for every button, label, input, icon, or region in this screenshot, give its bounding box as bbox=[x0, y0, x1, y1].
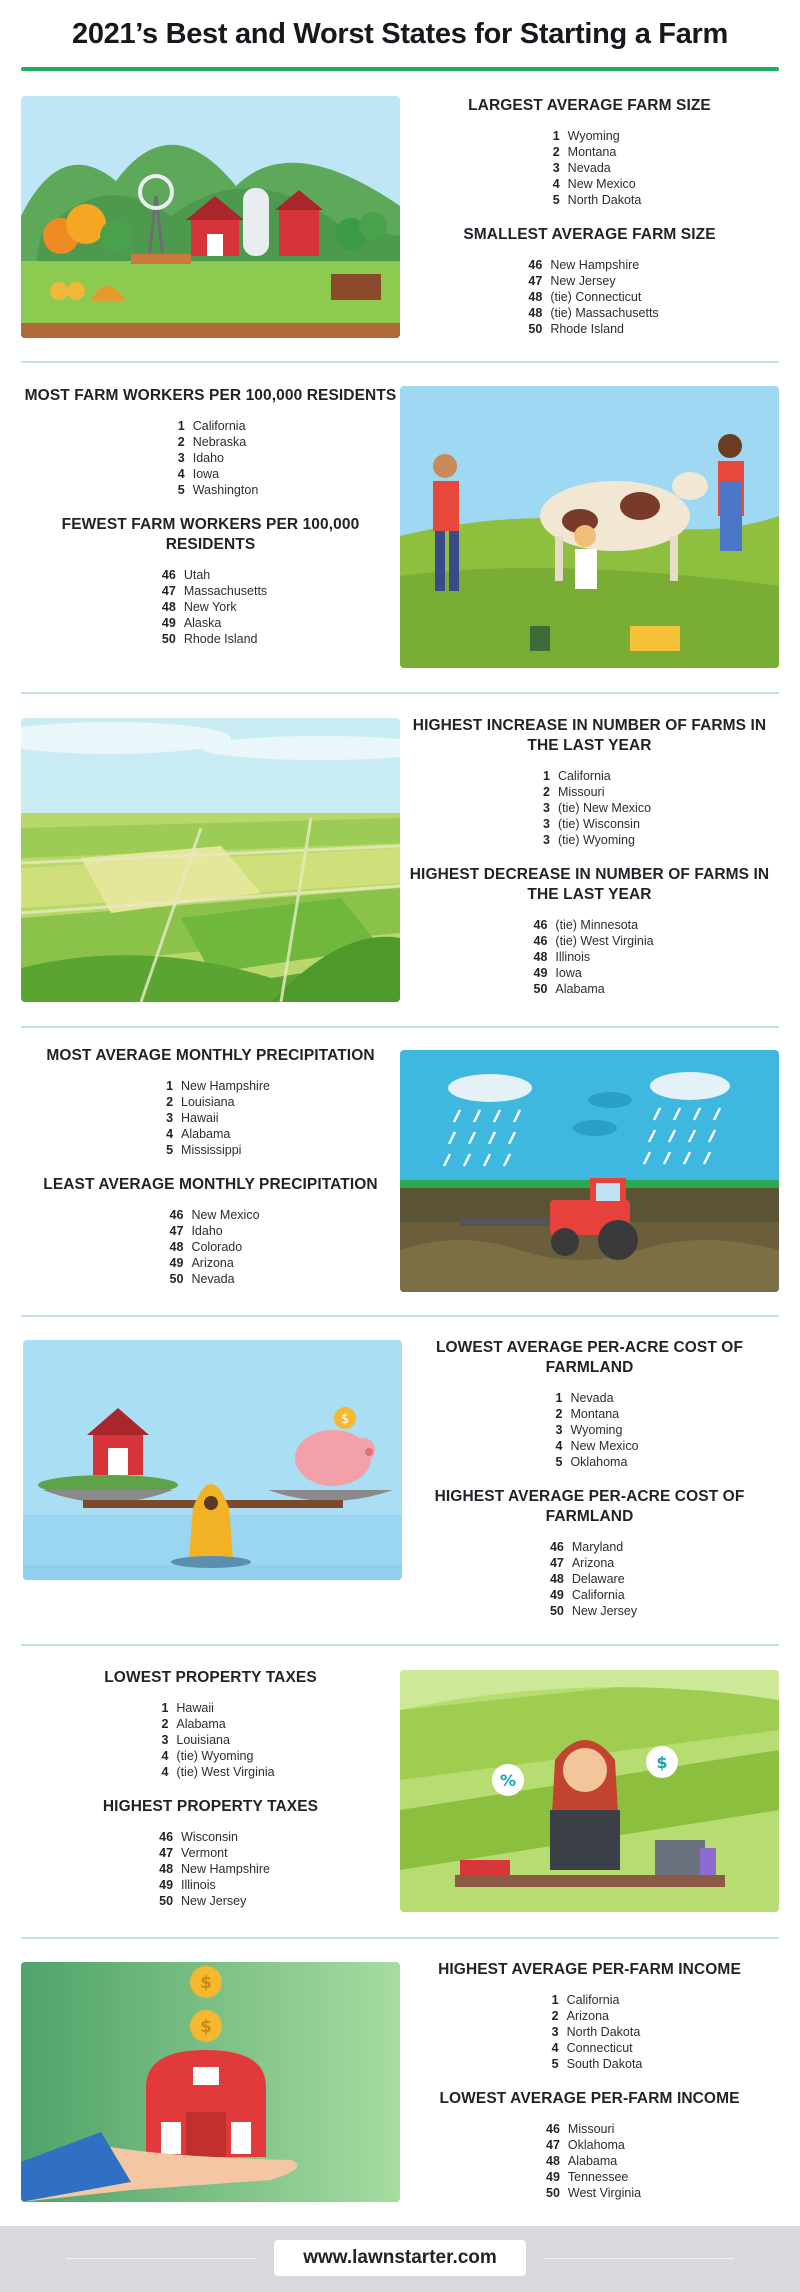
farm-landscape-illustration bbox=[21, 96, 400, 338]
state-name: Mississippi bbox=[181, 1143, 242, 1157]
ranking-row bbox=[525, 981, 653, 997]
ranking-row bbox=[537, 2040, 643, 2056]
ranking-list bbox=[154, 567, 267, 647]
rank-number: 4 bbox=[551, 2041, 559, 2055]
farm-size-lists bbox=[400, 96, 779, 338]
rank-number: 46 bbox=[528, 258, 543, 272]
state-name: West Virginia bbox=[567, 2186, 642, 2200]
farmland-cost-lists bbox=[400, 1338, 779, 1620]
state-name: (tie) Wyoming bbox=[557, 833, 635, 847]
ranking-row bbox=[520, 321, 658, 337]
state-name: Utah bbox=[183, 568, 211, 582]
title-divider bbox=[21, 67, 779, 71]
rank-number: 47 bbox=[528, 274, 543, 288]
rank-number: 49 bbox=[159, 1878, 174, 1892]
rank-number: 4 bbox=[161, 1749, 169, 1763]
ranking-row bbox=[542, 1571, 637, 1587]
rank-number: 50 bbox=[533, 982, 548, 996]
footer-rule-left bbox=[66, 2258, 256, 2259]
dollar-icon bbox=[646, 1746, 678, 1778]
footer-website-link[interactable]: www.lawnstarter.com bbox=[274, 2240, 526, 2276]
rank-number: 3 bbox=[552, 161, 560, 175]
rank-number: 1 bbox=[551, 1993, 559, 2007]
ranking-row bbox=[538, 2169, 641, 2185]
state-name: South Dakota bbox=[566, 2057, 643, 2071]
state-name: Hawaii bbox=[176, 1701, 214, 1715]
rank-number: 3 bbox=[177, 451, 185, 465]
ranking-list bbox=[163, 418, 259, 498]
ranking-heading: HIGHEST INCREASE IN NUMBER OF FARMS IN THE LAST YEAR bbox=[412, 717, 767, 754]
svg-text:$: $ bbox=[200, 1973, 212, 1993]
scale-barn-pig-illustration bbox=[23, 1340, 402, 1580]
ranking-row bbox=[161, 1223, 259, 1239]
state-name: New Hampshire bbox=[181, 1079, 270, 1093]
rank-number: 1 bbox=[177, 419, 185, 433]
rank-number: 47 bbox=[549, 1556, 564, 1570]
rank-number: 2 bbox=[555, 1407, 563, 1421]
rank-number: 5 bbox=[166, 1143, 174, 1157]
svg-text:$: $ bbox=[656, 1753, 668, 1772]
ranking-row bbox=[146, 1700, 274, 1716]
ranking-list bbox=[525, 917, 653, 997]
ranking-heading: LOWEST AVERAGE PER-ACRE COST OF FARMLAND bbox=[435, 1339, 744, 1376]
state-name: Tennessee bbox=[567, 2170, 629, 2184]
ranking-block-highest-cost bbox=[400, 1487, 779, 1620]
ranking-row bbox=[540, 1422, 638, 1438]
rank-number: 2 bbox=[161, 1717, 169, 1731]
rain-tractor-illustration bbox=[400, 1050, 779, 1292]
state-name: Idaho bbox=[192, 451, 224, 465]
ranking-row bbox=[163, 434, 259, 450]
state-name: Oklahoma bbox=[570, 1455, 628, 1469]
barn-icon bbox=[146, 2050, 266, 2157]
state-name: Alabama bbox=[567, 2154, 618, 2168]
rank-number: 4 bbox=[552, 177, 560, 191]
rank-number: 46 bbox=[161, 568, 176, 582]
ranking-row bbox=[520, 305, 658, 321]
rank-number: 49 bbox=[533, 966, 548, 980]
ranking-row bbox=[528, 800, 651, 816]
state-name: Rhode Island bbox=[550, 322, 624, 336]
ranking-heading: LOWEST PROPERTY TAXES bbox=[104, 1669, 317, 1686]
state-name: Iowa bbox=[192, 467, 220, 481]
state-name: Hawaii bbox=[181, 1111, 219, 1125]
ranking-row bbox=[154, 567, 267, 583]
rank-number: 50 bbox=[169, 1272, 184, 1286]
rank-number: 50 bbox=[528, 322, 543, 336]
rank-number: 2 bbox=[543, 785, 550, 799]
rank-number: 2 bbox=[177, 435, 185, 449]
rank-number: 49 bbox=[161, 616, 176, 630]
ranking-list bbox=[538, 2121, 641, 2201]
state-name: Alaska bbox=[183, 616, 222, 630]
ranking-row bbox=[528, 768, 651, 784]
ranking-block-highest-income bbox=[400, 1960, 779, 2073]
ranking-list bbox=[151, 1829, 270, 1909]
ranking-row bbox=[537, 2008, 643, 2024]
ranking-row bbox=[151, 1110, 270, 1126]
ranking-heading: LARGEST AVERAGE FARM SIZE bbox=[468, 97, 711, 114]
state-name: (tie) Connecticut bbox=[550, 290, 642, 304]
ranking-list bbox=[538, 128, 642, 208]
state-name: Massachusetts bbox=[183, 584, 268, 598]
ranking-row bbox=[528, 816, 651, 832]
rank-number: 4 bbox=[177, 467, 185, 481]
rank-number: 48 bbox=[528, 306, 543, 320]
state-name: New York bbox=[183, 600, 237, 614]
ranking-row bbox=[151, 1861, 270, 1877]
state-name: New Hampshire bbox=[550, 258, 640, 272]
property-taxes-lists bbox=[21, 1668, 400, 1910]
state-name: New Jersey bbox=[550, 274, 616, 288]
footer-rule-right bbox=[544, 2258, 734, 2259]
rank-number: 46 bbox=[169, 1208, 184, 1222]
page-title: 2021’s Best and Worst States for Starting a Farm bbox=[71, 18, 729, 50]
state-name: Wyoming bbox=[567, 129, 620, 143]
rank-number: 4 bbox=[161, 1765, 169, 1779]
state-name: Alabama bbox=[176, 1717, 226, 1731]
ranking-row bbox=[528, 832, 651, 848]
state-name: Louisiana bbox=[176, 1733, 230, 1747]
barn-in-hand-illustration bbox=[21, 1962, 400, 2202]
section-divider bbox=[21, 361, 779, 363]
state-name: North Dakota bbox=[567, 193, 642, 207]
ranking-list bbox=[151, 1078, 270, 1158]
state-name: Connecticut bbox=[566, 2041, 633, 2055]
state-name: New Jersey bbox=[181, 1894, 247, 1908]
state-name: Vermont bbox=[181, 1846, 228, 1860]
coin-icon bbox=[334, 1407, 356, 1429]
rank-number: 49 bbox=[169, 1256, 184, 1270]
ranking-heading: MOST AVERAGE MONTHLY PRECIPITATION bbox=[46, 1047, 375, 1064]
ranking-row bbox=[540, 1406, 638, 1422]
state-name: Arizona bbox=[191, 1256, 234, 1270]
ranking-heading: LOWEST AVERAGE PER-FARM INCOME bbox=[439, 2090, 740, 2107]
farm-income-lists bbox=[400, 1960, 779, 2202]
state-name: California bbox=[192, 419, 246, 433]
state-name: Illinois bbox=[181, 1878, 216, 1892]
state-name: California bbox=[566, 1993, 620, 2007]
ranking-row bbox=[151, 1893, 270, 1909]
farm-count-lists bbox=[400, 716, 779, 998]
state-name: Alabama bbox=[181, 1127, 231, 1141]
svg-text:$: $ bbox=[200, 2017, 212, 2037]
rank-number: 46 bbox=[549, 1540, 564, 1554]
state-name: Nevada bbox=[570, 1391, 614, 1405]
state-name: Illinois bbox=[555, 950, 591, 964]
ranking-row bbox=[538, 2185, 641, 2201]
ranking-row bbox=[154, 583, 267, 599]
rank-number: 48 bbox=[546, 2154, 560, 2168]
ranking-row bbox=[538, 2153, 641, 2169]
rank-number: 47 bbox=[161, 584, 176, 598]
ranking-row bbox=[161, 1207, 259, 1223]
section-divider bbox=[21, 1315, 779, 1317]
state-name: (tie) Wyoming bbox=[176, 1749, 254, 1763]
state-name: (tie) Wisconsin bbox=[557, 817, 640, 831]
ranking-row bbox=[528, 784, 651, 800]
section-divider bbox=[21, 1644, 779, 1646]
ranking-row bbox=[538, 192, 642, 208]
ranking-row bbox=[151, 1845, 270, 1861]
state-name: Missouri bbox=[557, 785, 605, 799]
ranking-row bbox=[163, 482, 259, 498]
ranking-block-highest-decrease bbox=[400, 865, 779, 998]
state-name: New Jersey bbox=[571, 1604, 638, 1618]
rank-number: 3 bbox=[543, 817, 550, 831]
ranking-block-largest-farm-size bbox=[400, 96, 779, 209]
state-name: Nevada bbox=[567, 161, 611, 175]
rank-number: 3 bbox=[166, 1111, 174, 1125]
ranking-row bbox=[151, 1877, 270, 1893]
ranking-row bbox=[154, 599, 267, 615]
ranking-heading: FEWEST FARM WORKERS PER 100,000 RESIDENTS bbox=[61, 516, 360, 553]
state-name: Idaho bbox=[191, 1224, 223, 1238]
rank-number: 5 bbox=[551, 2057, 559, 2071]
percent-icon bbox=[492, 1764, 524, 1796]
rank-number: 50 bbox=[546, 2186, 560, 2200]
rank-number: 48 bbox=[533, 950, 548, 964]
state-name: Montana bbox=[570, 1407, 620, 1421]
ranking-heading: HIGHEST AVERAGE PER-FARM INCOME bbox=[438, 1961, 741, 1978]
ranking-list bbox=[540, 1390, 638, 1470]
rank-number: 2 bbox=[551, 2009, 559, 2023]
rank-number: 2 bbox=[166, 1095, 174, 1109]
ranking-list bbox=[542, 1539, 637, 1619]
ranking-row bbox=[520, 289, 658, 305]
svg-text:%: % bbox=[499, 1771, 517, 1790]
ranking-row bbox=[520, 273, 658, 289]
ranking-block-least-precipitation bbox=[21, 1175, 400, 1288]
ranking-row bbox=[146, 1764, 274, 1780]
ranking-row bbox=[525, 917, 653, 933]
rank-number: 1 bbox=[552, 129, 560, 143]
rank-number: 1 bbox=[166, 1079, 174, 1093]
farm-workers-lists bbox=[21, 386, 400, 648]
state-name: Missouri bbox=[567, 2122, 615, 2136]
ranking-row bbox=[163, 466, 259, 482]
state-name: Iowa bbox=[555, 966, 582, 980]
footer-bar bbox=[0, 2226, 800, 2292]
rank-number: 3 bbox=[543, 833, 550, 847]
ranking-list bbox=[161, 1207, 259, 1287]
rank-number: 47 bbox=[159, 1846, 174, 1860]
section-divider bbox=[21, 1026, 779, 1028]
rank-number: 3 bbox=[161, 1733, 169, 1747]
section-divider bbox=[21, 1937, 779, 1939]
ranking-row bbox=[146, 1716, 274, 1732]
farm-workers-illustration bbox=[400, 386, 779, 668]
ranking-row bbox=[540, 1390, 638, 1406]
state-name: (tie) West Virginia bbox=[176, 1765, 275, 1779]
ranking-block-lowest-income bbox=[400, 2089, 779, 2202]
state-name: New Mexico bbox=[567, 177, 636, 191]
rank-number: 48 bbox=[159, 1862, 174, 1876]
state-name: Nebraska bbox=[192, 435, 247, 449]
ranking-row bbox=[537, 1992, 643, 2008]
ranking-row bbox=[542, 1539, 637, 1555]
rank-number: 1 bbox=[543, 769, 550, 783]
state-name: (tie) Minnesota bbox=[555, 918, 639, 932]
ranking-row bbox=[151, 1142, 270, 1158]
ranking-row bbox=[151, 1078, 270, 1094]
ranking-list bbox=[528, 768, 651, 848]
ranking-block-fewest-farm-workers bbox=[21, 515, 400, 648]
ranking-row bbox=[146, 1732, 274, 1748]
state-name: North Dakota bbox=[566, 2025, 641, 2039]
rank-number: 48 bbox=[161, 600, 176, 614]
state-name: Maryland bbox=[571, 1540, 624, 1554]
state-name: (tie) New Mexico bbox=[557, 801, 652, 815]
state-name: Colorado bbox=[191, 1240, 243, 1254]
rank-number: 3 bbox=[551, 2025, 559, 2039]
ranking-row bbox=[525, 965, 653, 981]
rank-number: 47 bbox=[546, 2138, 560, 2152]
rank-number: 46 bbox=[159, 1830, 174, 1844]
ranking-heading: HIGHEST AVERAGE PER-ACRE COST OF FARMLAND bbox=[434, 1488, 745, 1525]
ranking-row bbox=[538, 160, 642, 176]
ranking-heading: HIGHEST PROPERTY TAXES bbox=[102, 1798, 319, 1815]
rank-number: 2 bbox=[552, 145, 560, 159]
ranking-row bbox=[151, 1094, 270, 1110]
rank-number: 48 bbox=[528, 290, 543, 304]
ranking-row bbox=[163, 418, 259, 434]
ranking-heading: MOST FARM WORKERS PER 100,000 RESIDENTS bbox=[24, 387, 397, 404]
ranking-block-most-farm-workers bbox=[21, 386, 400, 499]
state-name: New Mexico bbox=[570, 1439, 639, 1453]
rank-number: 50 bbox=[549, 1604, 564, 1618]
state-name: Nevada bbox=[191, 1272, 235, 1286]
ranking-row bbox=[538, 128, 642, 144]
section-divider bbox=[21, 692, 779, 694]
ranking-heading: SMALLEST AVERAGE FARM SIZE bbox=[463, 226, 716, 243]
precipitation-lists bbox=[21, 1046, 400, 1288]
ranking-row bbox=[154, 615, 267, 631]
rank-number: 49 bbox=[546, 2170, 560, 2184]
ranking-list bbox=[537, 1992, 643, 2072]
rank-number: 50 bbox=[159, 1894, 174, 1908]
ranking-row bbox=[537, 2056, 643, 2072]
ranking-block-lowest-taxes bbox=[21, 1668, 400, 1781]
rank-number: 5 bbox=[177, 483, 185, 497]
ranking-row bbox=[538, 176, 642, 192]
state-name: California bbox=[571, 1588, 625, 1602]
ranking-row bbox=[525, 949, 653, 965]
rank-number: 46 bbox=[546, 2122, 560, 2136]
state-name: California bbox=[557, 769, 611, 783]
rank-number: 50 bbox=[161, 632, 176, 646]
rank-number: 46 bbox=[533, 918, 548, 932]
state-name: Alabama bbox=[555, 982, 605, 996]
ranking-heading: LEAST AVERAGE MONTHLY PRECIPITATION bbox=[43, 1176, 378, 1193]
rank-number: 47 bbox=[169, 1224, 184, 1238]
state-name: Wisconsin bbox=[181, 1830, 238, 1844]
rank-number: 1 bbox=[161, 1701, 169, 1715]
ranking-row bbox=[540, 1438, 638, 1454]
state-name: Rhode Island bbox=[183, 632, 258, 646]
rank-number: 3 bbox=[555, 1423, 563, 1437]
rank-number: 46 bbox=[533, 934, 548, 948]
ranking-heading: HIGHEST DECREASE IN NUMBER OF FARMS IN THE LAST YEAR bbox=[409, 866, 770, 903]
ranking-block-highest-taxes bbox=[21, 1797, 400, 1910]
ranking-row bbox=[161, 1255, 259, 1271]
rank-number: 5 bbox=[555, 1455, 563, 1469]
rank-number: 3 bbox=[543, 801, 550, 815]
svg-text:$: $ bbox=[340, 1412, 350, 1427]
ranking-row bbox=[146, 1748, 274, 1764]
state-name: Montana bbox=[567, 145, 617, 159]
ranking-row bbox=[520, 257, 658, 273]
state-name: (tie) Massachusetts bbox=[550, 306, 659, 320]
fields-landscape-illustration bbox=[21, 718, 400, 1002]
ranking-row bbox=[538, 144, 642, 160]
ranking-row bbox=[154, 631, 267, 647]
rank-number: 4 bbox=[166, 1127, 174, 1141]
rank-number: 5 bbox=[552, 193, 560, 207]
ranking-row bbox=[538, 2137, 641, 2153]
accountant-illustration bbox=[400, 1670, 779, 1912]
state-name: (tie) West Virginia bbox=[555, 934, 654, 948]
ranking-row bbox=[161, 1239, 259, 1255]
state-name: Louisiana bbox=[181, 1095, 235, 1109]
ranking-row bbox=[161, 1271, 259, 1287]
state-name: Washington bbox=[192, 483, 259, 497]
ranking-block-lowest-cost bbox=[400, 1338, 779, 1471]
state-name: Arizona bbox=[571, 1556, 615, 1570]
rank-number: 49 bbox=[549, 1588, 564, 1602]
ranking-row bbox=[151, 1829, 270, 1845]
state-name: Wyoming bbox=[570, 1423, 623, 1437]
ranking-list bbox=[520, 257, 658, 337]
ranking-block-smallest-farm-size bbox=[400, 225, 779, 338]
state-name: Oklahoma bbox=[567, 2138, 625, 2152]
rank-number: 48 bbox=[169, 1240, 184, 1254]
ranking-list bbox=[146, 1700, 274, 1780]
ranking-row bbox=[525, 933, 653, 949]
ranking-block-most-precipitation bbox=[21, 1046, 400, 1159]
ranking-row bbox=[538, 2121, 641, 2137]
ranking-row bbox=[537, 2024, 643, 2040]
ranking-row bbox=[542, 1587, 637, 1603]
ranking-row bbox=[542, 1603, 637, 1619]
state-name: Delaware bbox=[571, 1572, 625, 1586]
rank-number: 48 bbox=[549, 1572, 564, 1586]
state-name: New Mexico bbox=[191, 1208, 260, 1222]
state-name: Arizona bbox=[566, 2009, 610, 2023]
ranking-row bbox=[540, 1454, 638, 1470]
ranking-row bbox=[151, 1126, 270, 1142]
rank-number: 4 bbox=[555, 1439, 563, 1453]
ranking-block-highest-increase bbox=[400, 716, 779, 849]
ranking-row bbox=[542, 1555, 637, 1571]
state-name: New Hampshire bbox=[181, 1862, 270, 1876]
ranking-row bbox=[163, 450, 259, 466]
rank-number: 1 bbox=[555, 1391, 563, 1405]
